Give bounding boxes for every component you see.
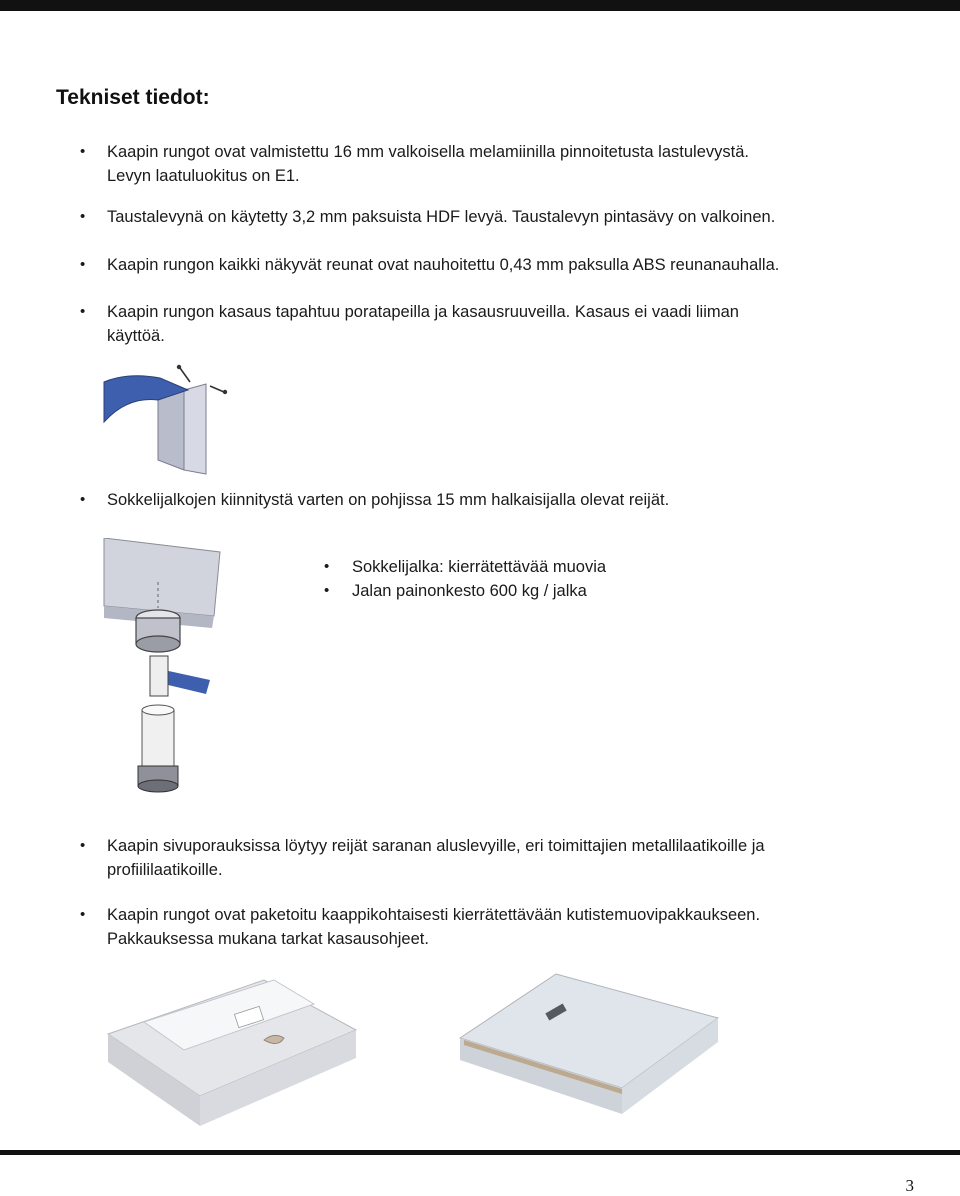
list-item: • Taustalevynä on käytetty 3,2 mm paksuista HDF levyä. Taustalevyn pintasävy on valkoinen.: [80, 205, 900, 229]
bottom-rule: [0, 1150, 960, 1155]
list-item: • Kaapin sivuporauksissa löytyy reijät saranan aluslevyille, eri toimittajien metallilaatikoille ja profiililaatikoille.: [80, 834, 900, 882]
list-item: • Kaapin rungon kasaus tapahtuu poratapeilla ja kasausruuveilla. Kasaus ei vaadi liiman käyttöä.: [80, 300, 900, 348]
open-package-photo: [104, 970, 358, 1130]
plinth-leg-illustration: [102, 538, 222, 800]
top-rule: [0, 0, 960, 11]
leg-spec-item: • Sokkelijalka: kierrätettävää muovia: [324, 555, 824, 579]
panel-assembly-illustration: [98, 362, 230, 476]
list-item: • Kaapin rungot ovat valmistettu 16 mm valkoisella melamiinilla pinnoitetusta lastulevystä. Levyn laatuluokitus on E1.: [80, 140, 900, 188]
list-item: • Sokkelijalkojen kiinnitystä varten on pohjissa 15 mm halkaisijalla olevat reijät.: [80, 488, 900, 512]
wrapped-package-photo: [456, 968, 720, 1118]
leg-spec-item: • Jalan painonkesto 600 kg / jalka: [324, 579, 824, 603]
list-item: • Kaapin rungot ovat paketoitu kaappikohtaisesti kierrätettävään kutistemuovipakkaukseen. Pakkauksessa mukana tarkat kasausohjeet.: [80, 903, 900, 951]
page-number: 3: [905, 1176, 914, 1195]
list-item: • Kaapin rungon kaikki näkyvät reunat ovat nauhoitettu 0,43 mm paksulla ABS reunanauhalla.: [80, 253, 900, 277]
page-title: Tekniset tiedot:: [56, 86, 210, 109]
